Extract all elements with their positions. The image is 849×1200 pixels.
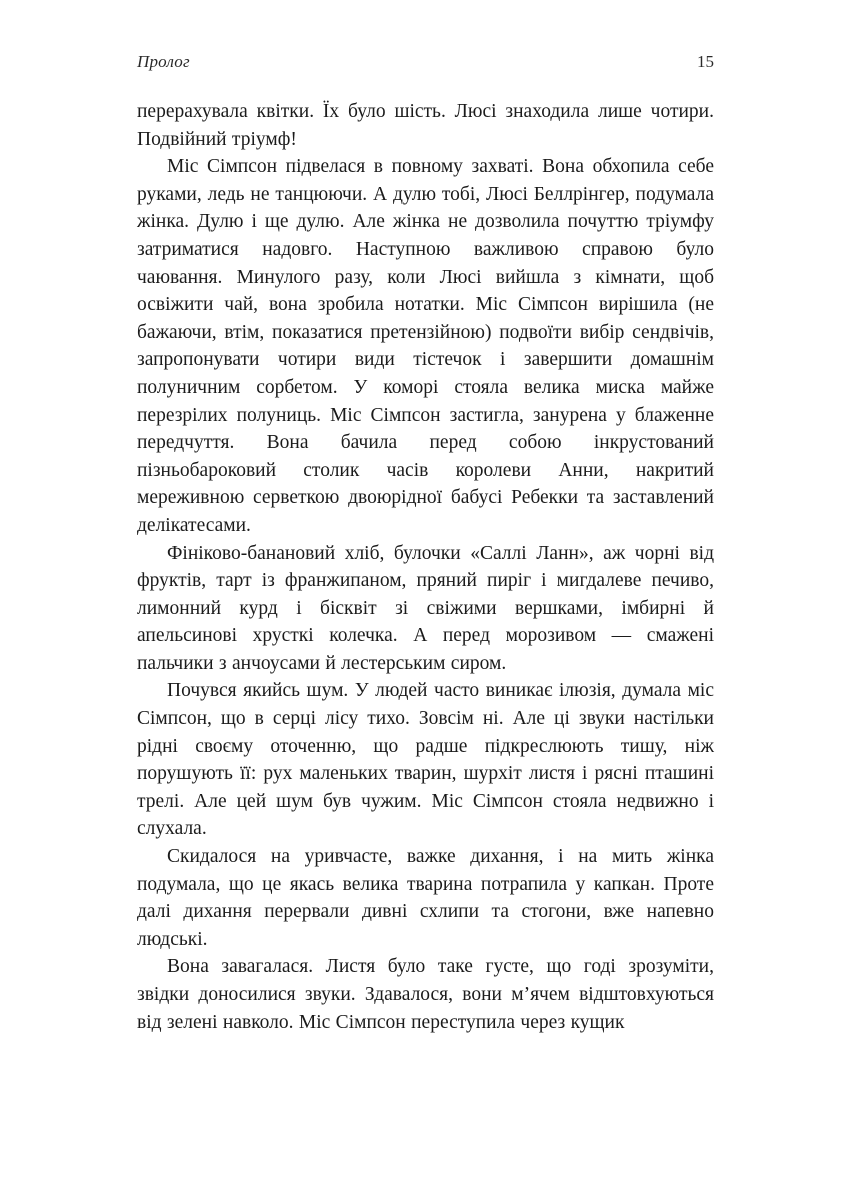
running-head: Пролог	[137, 52, 190, 71]
page-number: 15	[697, 52, 714, 71]
paragraph: Міс Сімпсон підвелася в повному захваті. Вона обхопила себе руками, ледь не танцюючи. А дулю тобі, Люсі Беллрінгер, подумала жінка. Дулю і ще дулю. Але жінка не дозволила почуттю тріумфу затриматися надовго. Наступною важливою справою було чаювання. Минулого разу, коли Люсі вийшла з кімнати, щоб освіжити чай, вона зробила нотатки. Міс Сімпсон вирішила (не бажаючи, втім, показатися претензійною) подвоїти вибір сендвічів, запропонувати чотири види тістечок і завершити домашнім полуничним сорбетом. У коморі стояла велика миска майже перезрілих полуниць. Міс Сімпсон застигла, занурена у блаженне передчуття. Вона бачила перед собою інкрустований пізньобароковий столик часів королеви Анни, накритий мереживною серветкою двоюрідної бабусі Ребекки та заставлений делікатесами.	[137, 156, 714, 536]
paragraph: Фініково-банановий хліб, булочки «Саллі Ланн», аж чорні від фруктів, тарт із франжипаном, пряний пиріг і мигдалеве печиво, лимонний курд і бісквіт зі свіжими вершками, імбирні й апельсинові хрусткі колечка. А перед морозивом — смажені пальчики з анчоусами й лестерським сиром.	[137, 542, 714, 674]
paragraph: Почувся якийсь шум. У людей часто виникає ілюзія, думала міс Сімпсон, що в серці лісу тихо. Зовсім ні. Але ці звуки настільки рідні своєму оточенню, що радше підкреслюють тишу, ніж порушують її: рух маленьких тварин, шурхіт листя і рясні пташині трелі. Але цей шум був чужим. Міс Сімпсон стояла недвижно і слухала.	[137, 680, 714, 840]
text-block	[137, 52, 714, 1036]
paragraph: Вона завагалася. Листя було таке густе, що годі зрозуміти, звідки доносилися звуки. Здавалося, вони м’ячем відштовхуються від зелені навколо. Міс Сімпсон переступила через кущик	[137, 956, 714, 1033]
paragraph: Скидалося на уривчасте, важке дихання, і на мить жінка подумала, що це якась велика тварина потрапила у капкан. Проте далі дихання перервали дивні схлипи та стогони, вже напевно людські.	[137, 846, 714, 950]
paragraph-continuation: перерахувала квітки. Їх було шість. Люсі знаходила лише чотири. Подвійний тріумф!	[137, 101, 714, 150]
page-body	[137, 98, 714, 1036]
page-header	[137, 52, 714, 72]
